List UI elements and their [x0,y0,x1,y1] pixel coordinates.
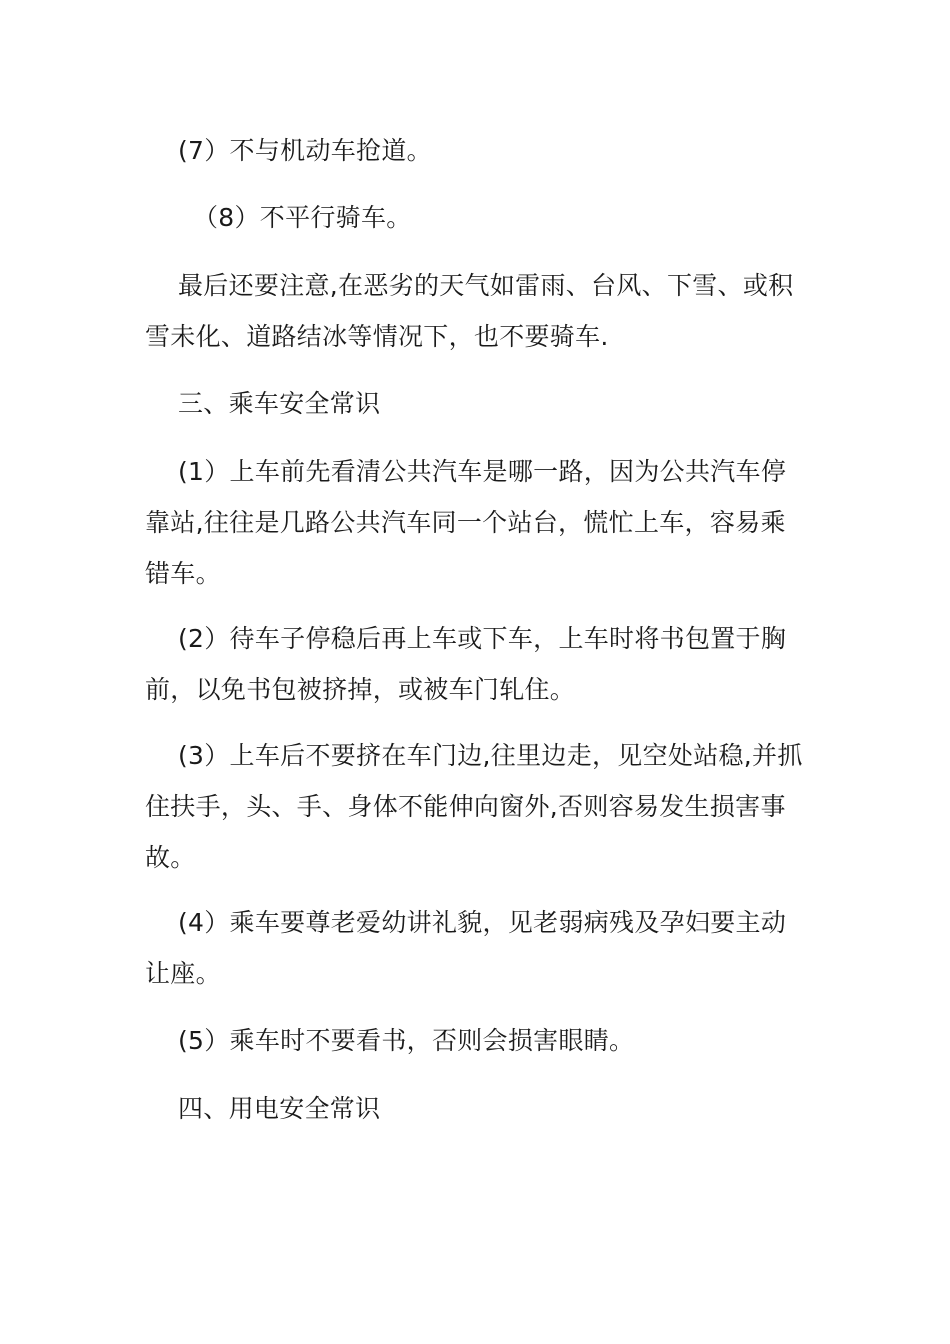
paragraph-riding-1: (1）上车前先看清公共汽车是哪一路，因为公共汽车停靠站,往往是几路公共汽车同一个站台，慌忙上车，容易乘错车。 [145,457,787,588]
paragraph-riding-3: (3）上车后不要挤在车门边,往里边走，见空处站稳,并抓住扶手，头、手、身体不能伸向窗外,否则容易发生损害事故。 [145,741,803,872]
section-heading-riding: 三、乘车安全常识 [178,389,381,418]
paragraph-riding-2: (2）待车子停稳后再上车或下车，上车时将书包置于胸前，以免书包被挤掉，或被车门轧住。 [145,624,787,704]
paragraph-weather-note: 最后还要注意,在恶劣的天气如雷雨、台风、下雪、或积雪未化、道路结冰等情况下，也不要骑车. [145,271,794,351]
paragraph-rule-7: (7）不与机动车抢道。 [178,136,432,165]
paragraph-rule-8: （8）不平行骑车。 [193,203,412,232]
paragraph-riding-4: (4）乘车要尊老爱幼讲礼貌，见老弱病残及孕妇要主动让座。 [145,908,787,988]
paragraph-riding-5: (5）乘车时不要看书，否则会损害眼睛。 [178,1026,635,1055]
section-heading-electricity: 四、用电安全常识 [178,1094,381,1123]
